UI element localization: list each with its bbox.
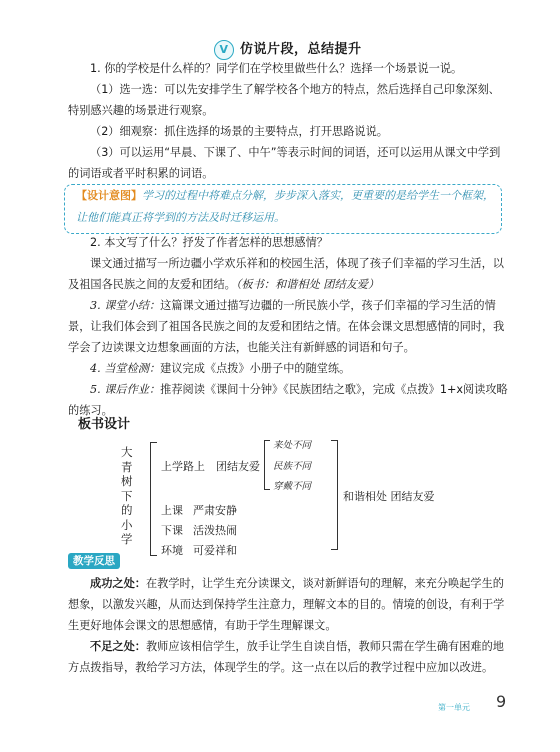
- success-text: 在教学时，让学生充分读课文，谈对新鲜语句的理解，来充分唤起学生的想象，以激发兴趣，从而达到保持学生注意力，理解文本的目的。情境的创设，有利于学生更好地体会课文的思想感情，有助于学生理解课文。: [68, 577, 505, 632]
- q2-board-note: （板书：和谐相处 团结友爱）: [235, 278, 380, 291]
- board-break-value: 活泼热闹: [193, 524, 237, 537]
- board-title-char: 树: [121, 474, 133, 488]
- board-title-char: 学: [121, 532, 133, 546]
- board-title-char: 青: [121, 459, 133, 474]
- board-road: 上学路上: [161, 460, 205, 473]
- q3-text: 这篇课文通过描写边疆的一所民族小学，孩子们幸福的学习生活的情景，让我们体会到了祖国各民族之间的友爱和团结之情。在体会课文思想感情的同时，我学会了边读课文边想象画面的方法，也能关注有新鲜感的词语和句子。: [68, 299, 505, 354]
- board-title-char: 大: [121, 445, 133, 459]
- question-5: [68, 379, 508, 421]
- q2-answer-text: 课文通过描写一所边疆小学欢乐祥和的校园生活，体现了孩子们幸福的学习生活，以及祖国各民族之间的友爱和团结。: [68, 257, 504, 291]
- board-sub-brace: [264, 440, 270, 490]
- step-2: （2）细观察：抓住选择的场景的主要特点，打开思路说说。: [90, 125, 388, 138]
- board-sub-2: 民族不同: [273, 461, 312, 472]
- deficit-label: 不足之处：: [90, 640, 146, 653]
- board-env-label: 环境: [161, 544, 183, 557]
- board-title-char: 的: [121, 503, 133, 517]
- step-1: （1）选一选：可以先安排学生了解学校各个地方的特点，然后选择自己印象深刻、特别感兴趣的场景进行观察。: [68, 83, 500, 117]
- board-sub-3: 穿戴不同: [273, 481, 312, 492]
- board-main-brace: [150, 442, 157, 556]
- board-title-char: 下: [121, 488, 133, 503]
- reflection-badge: 教学反思: [68, 553, 120, 569]
- question-2: 2. 本文写了什么？抒发了作者怎样的思想感情？: [90, 236, 328, 249]
- step-3: （3）可以运用“早晨、下课了、中午”等表示时间的词语，还可以运用从课文中学到的词语或者平时积累的词语。: [68, 146, 501, 180]
- section-title-text: 仿说片段，总结提升: [240, 42, 362, 57]
- section-title: [214, 38, 362, 60]
- design-intent-text: 学习的过程中将难点分解，步步深入落实，更重要的是给学生一个框架，让他们能真正将学到的方法及时迁移运用。: [76, 189, 494, 224]
- question-2-answer: [68, 253, 508, 295]
- q4-text: 建议完成《点拨》小册子中的随堂练。: [160, 362, 351, 375]
- q4-label: 4. 当堂检测：: [90, 362, 161, 375]
- question-1: 1. 你的学校是什么样的？同学们在学校里做些什么？选择一个场景说一说。: [90, 62, 463, 75]
- success-paragraph: [68, 573, 508, 636]
- design-intent: [76, 185, 496, 229]
- q5-text: 推荐阅读《课间十分钟》《民族团结之歌》，完成《点拨》1+x阅读攻略的练习。: [68, 383, 508, 417]
- board-unity: 团结友爱: [216, 460, 260, 473]
- footer-unit: 第一单元: [438, 703, 470, 712]
- board-title-char: 小: [121, 517, 133, 532]
- q5-label: 5. 课后作业：: [90, 383, 161, 396]
- question-3: [68, 295, 508, 358]
- section-badge: V: [214, 40, 234, 60]
- board-env-value: 可爱祥和: [193, 544, 237, 557]
- board-right-brace: [331, 440, 338, 550]
- success-label: 成功之处：: [90, 577, 146, 590]
- design-intent-label: 【设计意图】: [76, 189, 142, 202]
- deficit-text: 教师应该相信学生，放手让学生自读自悟，教师只需在学生确有困难的地方点拨指导，教给学习方法，体现学生的学。这一点在以后的教学过程中应加以改进。: [68, 640, 504, 674]
- board-heading: 板书设计: [78, 417, 131, 432]
- deficit-paragraph: [68, 636, 508, 678]
- page-number: 9: [496, 692, 507, 711]
- q3-label: 3. 课堂小结：: [90, 299, 161, 312]
- question-4: [68, 358, 508, 379]
- board-class-label: 上课: [161, 504, 183, 517]
- board-sub-1: 来处不同: [273, 440, 312, 451]
- board-break-label: 下课: [161, 524, 183, 537]
- board-vertical-title: [121, 445, 135, 547]
- board-conclusion: 和谐相处 团结友爱: [343, 490, 435, 503]
- board-class-value: 严肃安静: [193, 504, 237, 517]
